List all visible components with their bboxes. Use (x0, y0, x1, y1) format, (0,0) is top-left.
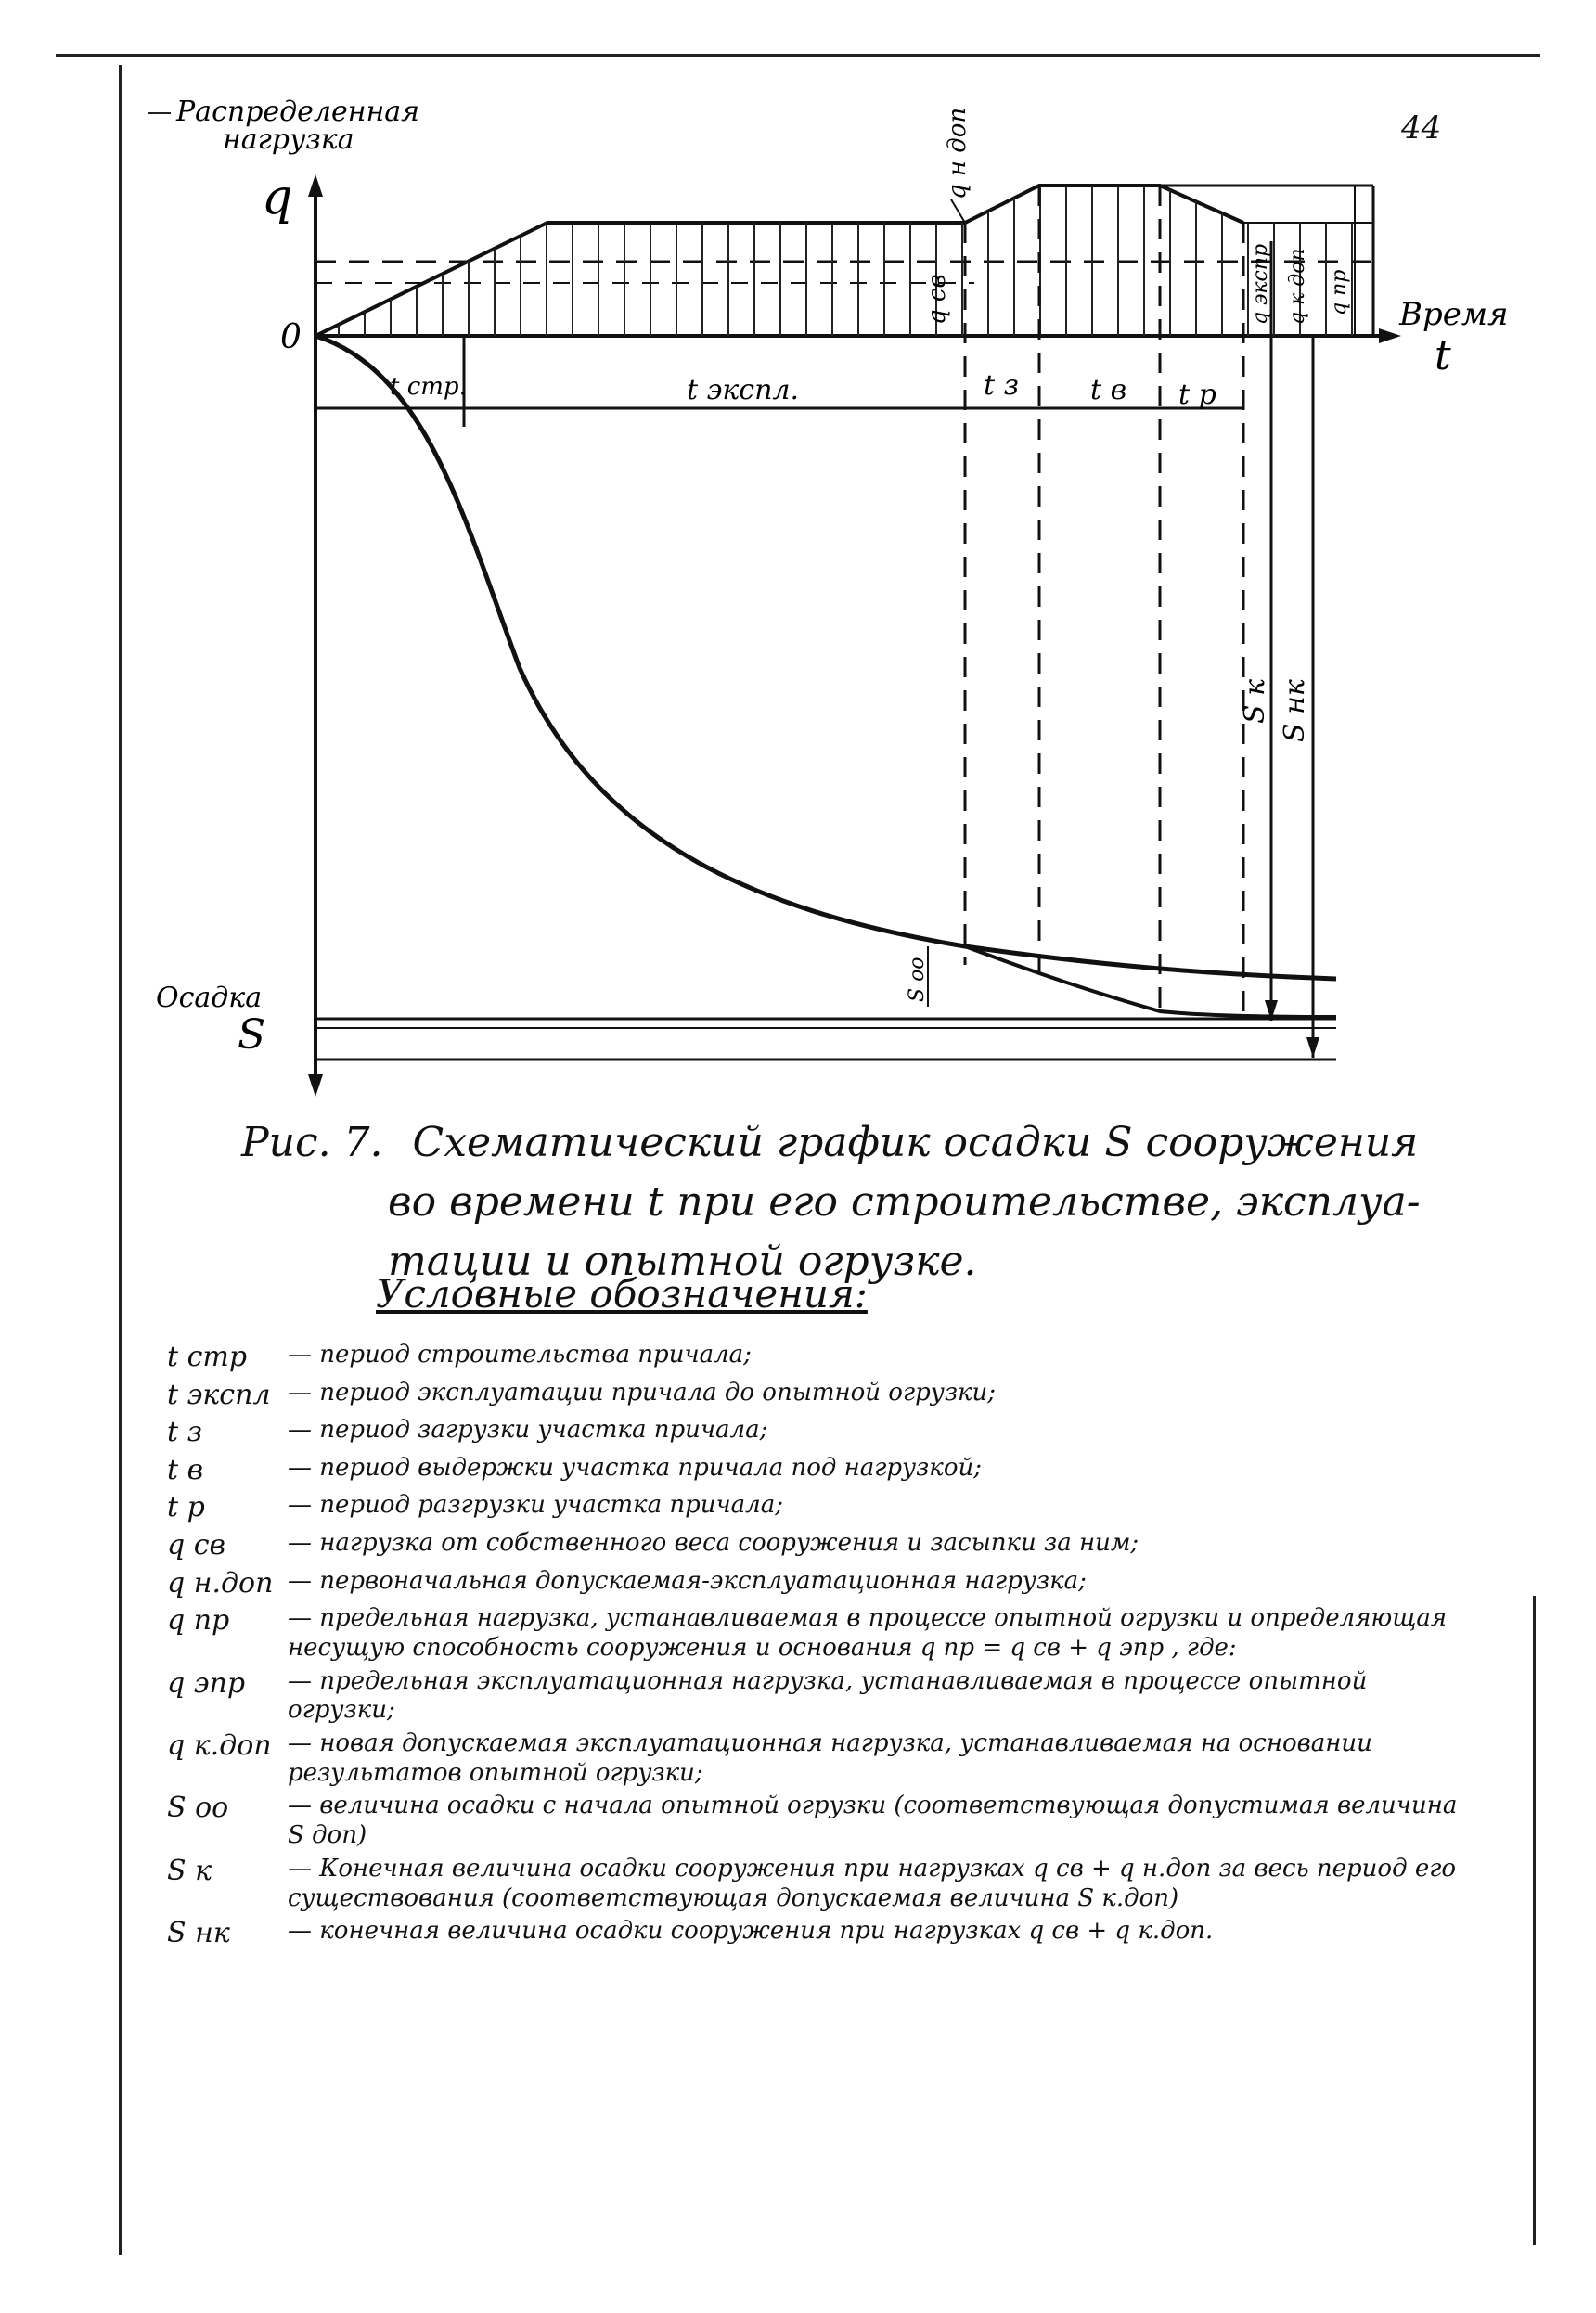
legend-item (167, 1855, 1466, 1913)
legend-item (167, 1667, 1466, 1726)
legend-description: — конечная величина осадки сооружения при нагрузках q св + q к.доп. (288, 1917, 1214, 1946)
q-n-dop-leader (951, 199, 965, 223)
s-axis-label: S (238, 1011, 266, 1059)
legend-item (167, 1792, 1466, 1850)
caption-line3: тации и опытной огрузке. (388, 1237, 977, 1285)
legend-symbol: t р (167, 1491, 205, 1524)
legend-symbol: S нк (167, 1917, 230, 1950)
legend-description: — новая допускаемая эксплуатационная нагрузка, устанавливаемая на основании результатов опытной огрузки; (288, 1729, 1372, 1787)
t-v-label: t в (1090, 374, 1127, 406)
legend-description: — период выдержки участка причала под нагрузкой; (288, 1453, 982, 1482)
legend-description: — период разгрузки участка причала; (288, 1491, 783, 1520)
q-axis-arrow (308, 174, 323, 197)
legend-item (167, 1454, 1466, 1488)
legend-description: — предельная эксплуатационная нагрузка, устанавливаемая в процессе опытной огрузки; (288, 1666, 1368, 1725)
legend-symbol: q св (167, 1528, 226, 1561)
legend-description: — предельная нагрузка, устанавливаемая в процессе опытной огрузки и определяющая несущую способность сооружения и основания q пр = q св + q эпр , где: (288, 1604, 1448, 1662)
legend-item (167, 1529, 1466, 1563)
legend-description: — величина осадки с начала опытной огрузки (соответствующая допустимая величина S доп) (288, 1792, 1458, 1850)
origin-label: 0 (280, 318, 302, 356)
legend-item (167, 1567, 1466, 1601)
figure-caption (241, 1113, 1429, 1291)
s-oo-label: S оо (906, 957, 929, 1002)
page-number: 44 (1401, 109, 1442, 147)
legend-description: — первоначальная допускаемая-эксплуатационная нагрузка; (288, 1566, 1087, 1595)
q-k-dop-label: q к доп (1286, 248, 1309, 325)
legend-symbol: S оо (167, 1792, 229, 1825)
legend-symbol: t з (167, 1416, 202, 1449)
load-label-line2: нагрузка (223, 123, 354, 156)
caption-line2: во времени t при его строительстве, эксплуа- (388, 1177, 1421, 1226)
load-label-line1: Распределенная (176, 96, 420, 128)
q-axis-label: q (262, 170, 293, 225)
time-label: Время (1399, 296, 1509, 333)
t-r-label: t р (1178, 379, 1216, 411)
s-k-label: S к (1239, 678, 1271, 724)
settlement-curve-main (315, 336, 1336, 979)
legend-symbol: q н.доп (167, 1566, 274, 1600)
legend-description: — Конечная величина осадки сооружения при нагрузках q св + q н.доп за весь период его существования (соответствующая допускаемая величина S к.доп) (288, 1854, 1457, 1912)
legend-item (167, 1341, 1466, 1375)
caption-line1: Схематический график осадки S сооружения (412, 1119, 1419, 1166)
t-axis-label: t (1435, 332, 1451, 379)
legend-symbol: q пр (167, 1604, 230, 1638)
legend-item (167, 1416, 1466, 1450)
settlement-label: Осадка (156, 982, 263, 1014)
legend-symbol: S к (167, 1854, 212, 1887)
settlement-time-diagram (0, 0, 1596, 1113)
snk-arrow (1306, 1037, 1319, 1058)
q-n-dop-label: q н доп (944, 107, 972, 199)
legend-description: — нагрузка от собственного веса сооружения и засыпки за ним; (288, 1528, 1139, 1557)
s-nk-label: S нк (1279, 679, 1311, 742)
legend-description: — период строительства причала; (288, 1341, 752, 1369)
t-z-label: t з (984, 369, 1019, 402)
legend-item (167, 1379, 1466, 1413)
settlement-curve-test (965, 946, 1336, 1017)
s-axis-arrow (308, 1074, 323, 1097)
legend-list (167, 1341, 1466, 1955)
legend-description: — период загрузки участка причала; (288, 1416, 768, 1445)
legend-description: — период эксплуатации причала до опытной огрузки; (288, 1378, 997, 1407)
q-eks-pr-label: q экспр (1249, 243, 1272, 325)
legend-symbol: t стр (167, 1341, 248, 1373)
page-frame-right-line (1533, 1596, 1536, 2245)
legend-title: Условные обозначения: (376, 1271, 868, 1317)
legend-item (167, 1917, 1466, 1951)
time-axis-arrow (1379, 328, 1401, 343)
t-ekspl-label: t экспл. (687, 374, 800, 406)
legend-symbol: q эпр (167, 1666, 246, 1700)
t-str-label: t стр. (390, 373, 467, 401)
caption-line1-row (241, 1113, 1429, 1173)
q-sv-label: q св (923, 274, 951, 325)
legend-symbol: t в (167, 1453, 204, 1486)
caption-number: Рис. 7. (241, 1119, 383, 1166)
legend-item (167, 1729, 1466, 1788)
legend-item (167, 1604, 1466, 1663)
legend-symbol: q к.доп (167, 1729, 272, 1763)
q-pr-label: q пр (1328, 269, 1351, 315)
legend-symbol: t экспл (167, 1378, 271, 1411)
legend-item (167, 1491, 1466, 1525)
